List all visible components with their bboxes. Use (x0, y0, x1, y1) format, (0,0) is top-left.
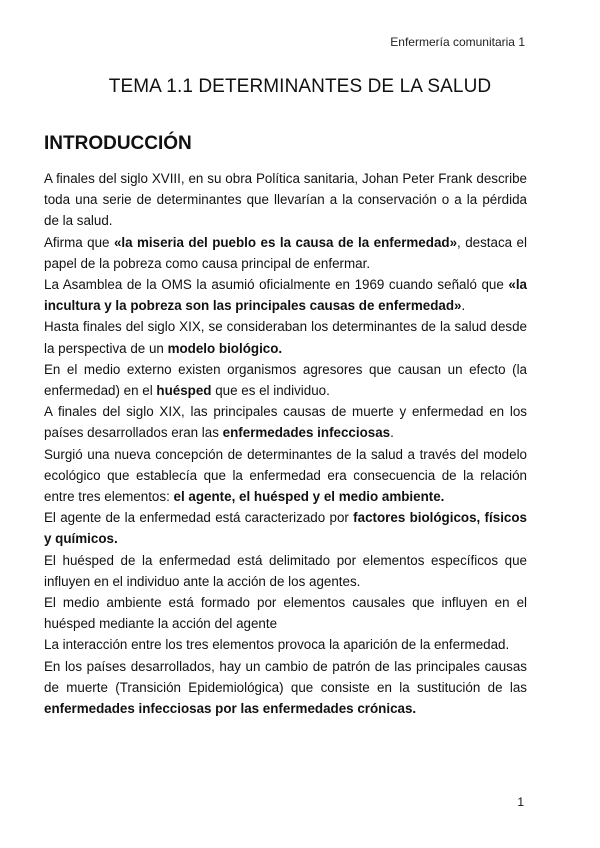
paragraph (44, 592, 527, 634)
bold-text: «la miseria del pueblo es la causa de la enfermedad» (113, 234, 458, 250)
bold-text: el agente, el huésped y el medio ambiente. (173, 489, 445, 505)
text-run: En el medio externo existen organismos agresores que causan un efecto (la enfermedad) en el (44, 361, 527, 399)
text-run: Afirma que (44, 234, 114, 250)
bold-text: enfermedades infecciosas por las enfermedades crónicas. (44, 701, 417, 717)
bold-text: enfermedades infecciosas (222, 425, 391, 441)
text-run: A finales del siglo XIX, las principales causas de muerte y enfermedad en los países desarrollados eran las (44, 404, 527, 441)
text-run: que es el individuo. (211, 383, 330, 399)
bold-text: modelo biológico. (167, 340, 283, 356)
paragraph (44, 507, 527, 549)
paragraph (44, 232, 527, 274)
text-run: . (390, 425, 394, 441)
text-run: A finales del siglo XVIII, en su obra Política sanitaria, Johan Peter Frank describe toda una serie de determinantes que llevarían a la conservación o a la pérdida de la salud. (44, 171, 527, 229)
body-text (44, 168, 527, 719)
text-run: En los países desarrollados, hay un cambio de patrón de las principales causas de muerte (Transición Epidemiológica) que consiste en la sustitución de las (44, 658, 527, 695)
page-title: TEMA 1.1 DETERMINANTES DE LA SALUD (108, 76, 492, 97)
paragraph (44, 401, 527, 443)
text-run: La Asamblea de la OMS la asumió oficialmente en 1969 cuando señaló que (44, 277, 509, 293)
bold-text: huésped (156, 383, 212, 399)
text-run: El medio ambiente está formado por elementos causales que influyen en el huésped mediante la acción del agente (44, 595, 527, 632)
text-run: . (461, 298, 466, 314)
text-run: , destaca el papel de la pobreza como causa principal de enfermar. (44, 234, 527, 271)
text-run: El huésped de la enfermedad está delimitado por elementos específicos que influyen en el individuo ante la acción de los agentes. (44, 552, 527, 589)
text-run: Surgió una nueva concepción de determinantes de la salud a través del modelo ecológico que establecía que la enfermedad era consecuencia de la relación entre tres elementos: (44, 446, 527, 505)
paragraph (44, 274, 527, 316)
bold-text: «la incultura y la pobreza son las principales causas de enfermedad» (44, 277, 527, 314)
bold-text: factores biológicos, físicos y químicos. (44, 510, 527, 547)
text-run: El agente de la enfermedad está caracterizado por (44, 510, 354, 526)
paragraph (44, 656, 527, 720)
text-run: La interacción entre los tres elementos provoca la aparición de la enfermedad. (44, 637, 510, 653)
paragraph (44, 168, 527, 232)
running-header: Enfermería comunitaria 1 (390, 35, 525, 49)
paragraph (44, 359, 527, 401)
paragraph (44, 444, 527, 508)
section-heading: INTRODUCCIÓN (44, 133, 192, 154)
paragraph (44, 550, 527, 592)
page-number: 1 (517, 795, 524, 809)
paragraph (44, 634, 527, 655)
paragraph (44, 316, 527, 358)
text-run: Hasta finales del siglo XIX, se consideraban los determinantes de la salud desde la perspectiva de un (44, 319, 527, 356)
